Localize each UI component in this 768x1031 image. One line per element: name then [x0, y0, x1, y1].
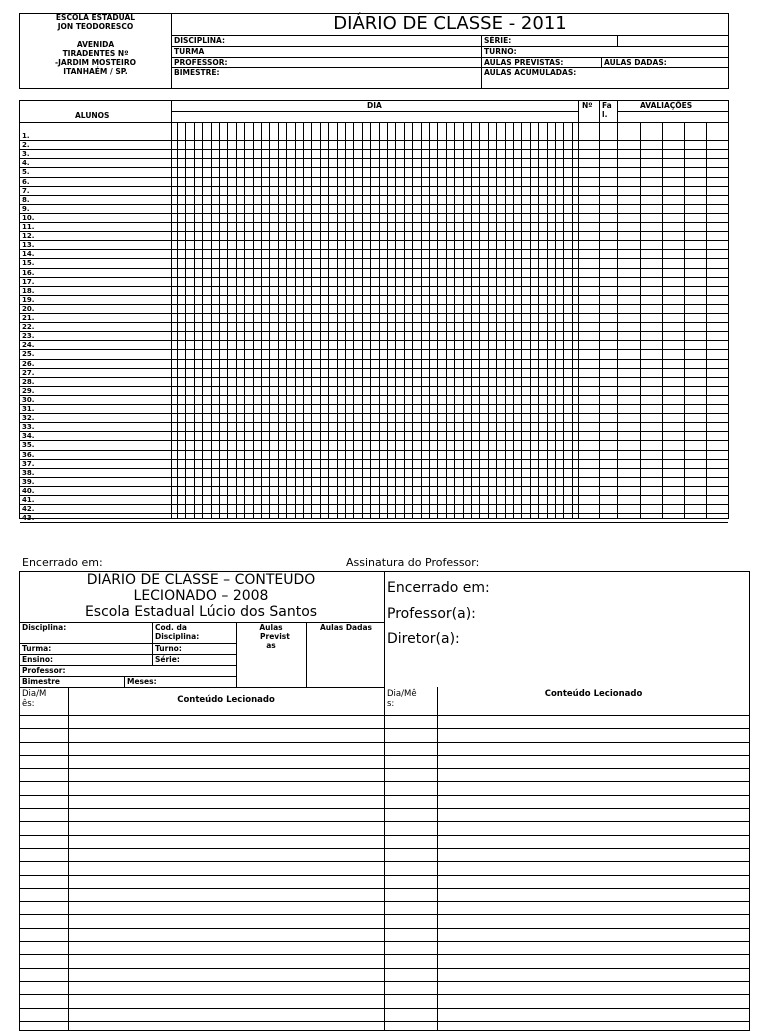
- grid-row-line: [20, 149, 728, 150]
- student-row-number: 11.: [22, 223, 35, 231]
- student-row-number: 1.: [22, 132, 30, 140]
- student-row-number: 4.: [22, 159, 30, 167]
- grid-row-line: [20, 140, 728, 141]
- grid-row-line: [20, 258, 728, 259]
- grid-row-line: [20, 240, 728, 241]
- school-line: ITANHAÉM / SP.: [63, 67, 128, 76]
- header-line: [171, 67, 729, 68]
- student-row-number: 19.: [22, 296, 35, 304]
- content-row-line: [19, 728, 750, 729]
- grid-column-line: [578, 100, 579, 518]
- dia-mes-left-label: Dia/M ês:: [22, 689, 47, 709]
- grid-row-line: [20, 195, 728, 196]
- grid-row-line: [20, 213, 728, 214]
- student-row-number: 8.: [22, 196, 30, 204]
- disciplina-label: Disciplina:: [22, 623, 67, 632]
- content-row-line: [19, 875, 750, 876]
- student-row-number: 42.: [22, 505, 35, 513]
- grid-row-line: [20, 413, 728, 414]
- grid-row-line: [20, 440, 728, 441]
- page-title: DIÁRIO DE CLASSE - 2011: [333, 13, 567, 34]
- student-row-number: 12.: [22, 232, 35, 240]
- header-divider-vertical-4: [601, 57, 602, 67]
- student-row-number: 13.: [22, 241, 35, 249]
- student-row-number: 18.: [22, 287, 35, 295]
- avaliacoes-label: AVALIAÇÕES: [640, 101, 693, 110]
- grid-row-line: [20, 495, 728, 496]
- content-row-line: [19, 914, 750, 915]
- num-label: Nº: [582, 101, 593, 110]
- content-row-line: [19, 994, 750, 995]
- content-row-line: [19, 928, 750, 929]
- content-row-line: [19, 901, 750, 902]
- grid-header-line: [617, 111, 728, 112]
- student-row-number: 2.: [22, 141, 30, 149]
- field-bimestre: BIMESTRE:: [174, 68, 220, 77]
- grid-row-line: [20, 222, 728, 223]
- field-turma: TURMA: [174, 47, 205, 56]
- diretor-field: Diretor(a):: [387, 631, 460, 647]
- turma-label: Turma:: [22, 644, 52, 653]
- info-line: [19, 687, 384, 688]
- grid-header-line: [171, 111, 578, 112]
- content-row-line: [19, 981, 750, 982]
- student-row-number: 35.: [22, 441, 35, 449]
- grid-row-line: [20, 522, 728, 523]
- grid-row-line: [20, 158, 728, 159]
- info-vline: [306, 622, 307, 687]
- student-row-number: 38.: [22, 469, 35, 477]
- school-line: TIRADENTES Nº: [62, 49, 129, 58]
- field-aulas-dadas: AULAS DADAS:: [604, 58, 667, 67]
- professor-field: Professor(a):: [387, 606, 476, 622]
- attendance-grid: [19, 100, 729, 519]
- content-row-line: [19, 835, 750, 836]
- conteudo-title-line: Escola Estadual Lúcio dos Santos: [84, 604, 318, 620]
- school-line: JON TEODORESCO: [57, 22, 134, 31]
- grid-row-line: [20, 422, 728, 423]
- info-line: [19, 643, 236, 644]
- student-row-number: 41.: [22, 496, 35, 504]
- student-row-number: 43.: [22, 514, 35, 522]
- grid-row-line: [20, 322, 728, 323]
- grid-row-line: [20, 231, 728, 232]
- student-row-number: 39.: [22, 478, 35, 486]
- grid-row-line: [20, 204, 728, 205]
- grid-row-line: [20, 304, 728, 305]
- student-row-number: 34.: [22, 432, 35, 440]
- student-row-number: 27.: [22, 369, 35, 377]
- grid-row-line: [20, 477, 728, 478]
- field-disciplina: DISCIPLINA:: [174, 36, 225, 45]
- grid-column-line: [599, 100, 600, 518]
- grid-row-line: [20, 486, 728, 487]
- grid-row-line: [20, 340, 728, 341]
- header-line: [171, 35, 729, 36]
- aulas-previstas-label: Aulas Previst as: [252, 623, 290, 650]
- encerrado-label: Encerrado em:: [22, 556, 103, 569]
- student-row-number: 14.: [22, 250, 35, 258]
- serie-label: Série:: [155, 655, 180, 664]
- student-row-number: 15.: [22, 259, 35, 267]
- student-row-number: 20.: [22, 305, 35, 313]
- content-row-line: [19, 888, 750, 889]
- professor-label: Professor:: [22, 666, 66, 675]
- grid-column-line: [617, 100, 618, 518]
- student-row-number: 40.: [22, 487, 35, 495]
- grid-row-line: [20, 268, 728, 269]
- ensino-label: Ensino:: [22, 655, 53, 664]
- header-divider-vertical-2: [481, 35, 482, 89]
- student-row-number: 16.: [22, 269, 35, 277]
- field-aulas-acumuladas: AULAS ACUMULADAS:: [484, 68, 577, 77]
- grid-row-line: [20, 459, 728, 460]
- grid-row-line: [20, 395, 728, 396]
- student-row-number: 21.: [22, 314, 35, 322]
- grid-row-line: [20, 186, 728, 187]
- conteudo-title: [20, 572, 382, 620]
- school-line: ESCOLA ESTADUAL: [55, 13, 136, 22]
- student-row-number: 26.: [22, 360, 35, 368]
- col-divider: [68, 687, 69, 1031]
- content-row-line: [19, 941, 750, 942]
- aulas-dadas-label: Aulas Dadas: [319, 623, 373, 632]
- dia-label: DIA: [367, 101, 382, 110]
- grid-row-line: [20, 295, 728, 296]
- student-row-number: 36.: [22, 451, 35, 459]
- school-info: [22, 13, 169, 76]
- student-row-number: 17.: [22, 278, 35, 286]
- grid-row-line: [20, 450, 728, 451]
- faltas-label: Fa l.: [602, 101, 612, 119]
- grid-row-line: [20, 359, 728, 360]
- student-row-number: 31.: [22, 405, 35, 413]
- alunos-label: ALUNOS: [75, 111, 110, 120]
- grid-header-line: [20, 122, 728, 123]
- student-row-number: 32.: [22, 414, 35, 422]
- student-row-number: 5.: [22, 168, 30, 176]
- student-row-number: 33.: [22, 423, 35, 431]
- col-divider: [437, 687, 438, 1031]
- student-row-number: 25.: [22, 350, 35, 358]
- grid-row-line: [20, 513, 728, 514]
- content-row-line: [19, 848, 750, 849]
- grid-row-line: [20, 404, 728, 405]
- info-vline: [152, 622, 153, 666]
- school-line: AVENIDA: [76, 40, 115, 49]
- student-row-number: 6.: [22, 178, 30, 186]
- grid-row-line: [20, 177, 728, 178]
- turno-label: Turno:: [155, 644, 182, 653]
- grid-row-line: [20, 468, 728, 469]
- content-row-line: [19, 755, 750, 756]
- content-row-line: [19, 795, 750, 796]
- bimestre-label: Bimestre: [22, 677, 61, 686]
- content-row-line: [19, 1008, 750, 1009]
- grid-row-line: [20, 431, 728, 432]
- field-aulas-previstas: AULAS PREVISTAS:: [484, 58, 564, 67]
- conteudo-divider: [384, 571, 385, 1031]
- grid-row-line: [20, 286, 728, 287]
- grid-row-line: [20, 331, 728, 332]
- grid-row-line: [20, 249, 728, 250]
- grid-row-line: [20, 368, 728, 369]
- info-vline: [236, 622, 237, 687]
- student-row-number: 10.: [22, 214, 35, 222]
- student-row-number: 9.: [22, 205, 30, 213]
- student-row-number: 23.: [22, 332, 35, 340]
- field-professor: PROFESSOR:: [174, 58, 228, 67]
- student-row-number: 30.: [22, 396, 35, 404]
- header-line: [171, 46, 729, 47]
- school-line: -JARDIM MOSTEIRO: [55, 58, 136, 67]
- content-row-line: [19, 954, 750, 955]
- content-row-line: [19, 808, 750, 809]
- grid-row-line: [20, 167, 728, 168]
- student-row-number: 7.: [22, 187, 30, 195]
- grid-row-line: [20, 504, 728, 505]
- grid-row-line: [20, 277, 728, 278]
- student-row-number: 29.: [22, 387, 35, 395]
- field-turno: TURNO:: [484, 47, 517, 56]
- content-row-line: [19, 861, 750, 862]
- content-row-line: [19, 742, 750, 743]
- encerrado-field: Encerrado em:: [387, 580, 490, 596]
- grid-row-line: [20, 377, 728, 378]
- content-row-line: [19, 781, 750, 782]
- cod-disciplina-label: Cod. da Disciplina:: [155, 623, 200, 641]
- conteudo-title-line: LECIONADO – 2008: [133, 588, 269, 604]
- student-row-number: 28.: [22, 378, 35, 386]
- conteudo-left-label: Conteúdo Lecionado: [177, 695, 275, 705]
- assinatura-label: Assinatura do Professor:: [346, 556, 480, 569]
- content-row-line: [19, 968, 750, 969]
- field-serie: SÉRIE:: [484, 36, 512, 45]
- grid-row-line: [20, 313, 728, 314]
- content-row-line: [19, 821, 750, 822]
- student-row-number: 22.: [22, 323, 35, 331]
- content-row-line: [19, 1021, 750, 1022]
- student-row-number: 24.: [22, 341, 35, 349]
- content-row-line: [19, 768, 750, 769]
- grid-row-line: [20, 386, 728, 387]
- grid-row-line: [20, 349, 728, 350]
- student-row-number: 37.: [22, 460, 35, 468]
- info-vline: [124, 676, 125, 687]
- conteudo-right-label: Conteúdo Lecionado: [544, 689, 643, 699]
- meses-label: Meses:: [127, 677, 157, 686]
- grid-column-line: [171, 100, 172, 518]
- content-row-line: [19, 715, 750, 716]
- dia-mes-right-label: Dia/Mê s:: [387, 689, 417, 709]
- student-row-number: 3.: [22, 150, 30, 158]
- conteudo-title-line: DIARIO DE CLASSE – CONTEUDO: [86, 572, 316, 588]
